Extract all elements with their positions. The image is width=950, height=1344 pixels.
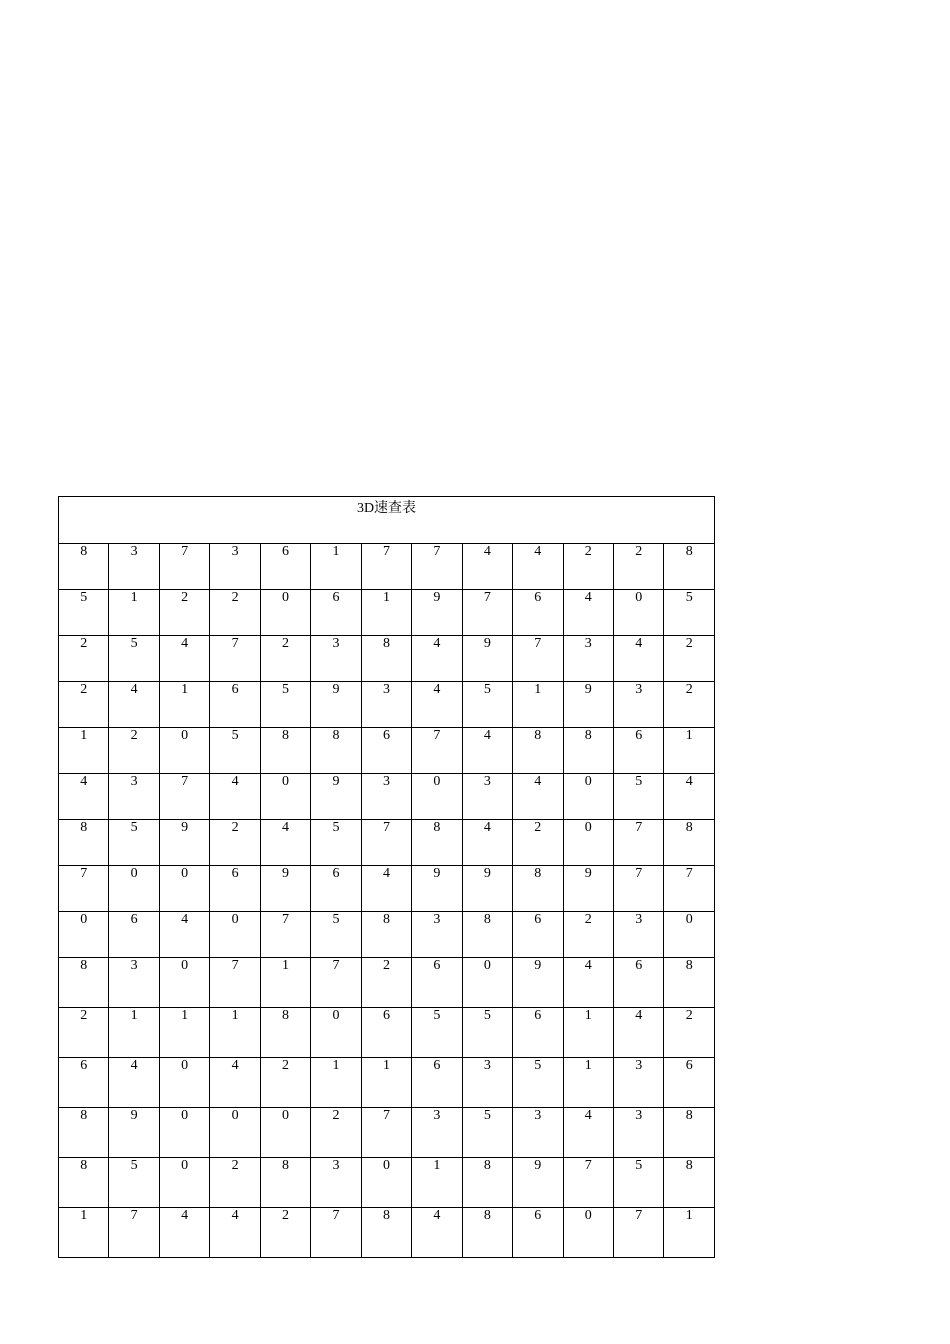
table-cell: 7 (159, 544, 209, 590)
table-cell: 0 (210, 912, 260, 958)
table-cell: 2 (260, 1058, 310, 1108)
table-cell: 8 (462, 1208, 512, 1258)
table-cell: 5 (109, 636, 159, 682)
table-cell: 4 (563, 590, 613, 636)
table-cell: 1 (59, 728, 109, 774)
table-cell: 0 (613, 590, 663, 636)
table-cell: 4 (613, 1008, 663, 1058)
table-cell: 9 (513, 1158, 563, 1208)
table-cell: 2 (664, 636, 715, 682)
table-cell: 1 (311, 544, 361, 590)
table-cell: 0 (361, 1158, 411, 1208)
table-cell: 7 (361, 820, 411, 866)
table-row (59, 590, 715, 636)
table-cell: 4 (109, 682, 159, 728)
table-cell: 1 (361, 1058, 411, 1108)
table-cell: 6 (311, 866, 361, 912)
table-cell: 5 (260, 682, 310, 728)
table-cell: 0 (159, 958, 209, 1008)
table-cell: 2 (311, 1108, 361, 1158)
table-cell: 9 (311, 774, 361, 820)
table-cell: 2 (664, 682, 715, 728)
table-cell: 4 (412, 682, 462, 728)
table-cell: 0 (462, 958, 512, 1008)
table-cell: 9 (311, 682, 361, 728)
table-cell: 3 (513, 1108, 563, 1158)
table-cell: 7 (513, 636, 563, 682)
table-cell: 0 (210, 1108, 260, 1158)
table-cell: 9 (462, 866, 512, 912)
table-cell: 2 (563, 544, 613, 590)
table-cell: 9 (109, 1108, 159, 1158)
table-cell: 9 (260, 866, 310, 912)
table-cell: 5 (462, 1008, 512, 1058)
table-cell: 6 (260, 544, 310, 590)
table-cell: 6 (210, 682, 260, 728)
table-cell: 2 (361, 958, 411, 1008)
table-cell: 7 (613, 820, 663, 866)
table-cell: 1 (563, 1008, 613, 1058)
table-cell: 4 (210, 1058, 260, 1108)
table-cell: 0 (260, 1108, 310, 1158)
table-cell: 6 (361, 1008, 411, 1058)
table-row (59, 820, 715, 866)
table-cell: 3 (109, 958, 159, 1008)
table-cell: 2 (159, 590, 209, 636)
table-body (59, 544, 715, 1258)
table-row (59, 774, 715, 820)
table-row (59, 544, 715, 590)
table-cell: 8 (664, 544, 715, 590)
lookup-table-container (58, 496, 715, 1258)
table-cell: 7 (361, 1108, 411, 1158)
table-cell: 5 (109, 820, 159, 866)
table-cell: 7 (311, 958, 361, 1008)
table-cell: 4 (210, 774, 260, 820)
table-cell: 9 (563, 682, 613, 728)
table-cell: 0 (159, 728, 209, 774)
table-cell: 8 (664, 958, 715, 1008)
table-row (59, 1008, 715, 1058)
table-cell: 6 (412, 1058, 462, 1108)
table-cell: 6 (59, 1058, 109, 1108)
table-cell: 8 (361, 1208, 411, 1258)
table-cell: 0 (260, 590, 310, 636)
table-cell: 8 (412, 820, 462, 866)
table-cell: 1 (159, 1008, 209, 1058)
table-cell: 8 (260, 1008, 310, 1058)
table-cell: 8 (59, 820, 109, 866)
table-cell: 5 (311, 912, 361, 958)
table-cell: 0 (412, 774, 462, 820)
table-row (59, 1058, 715, 1108)
table-cell: 1 (513, 682, 563, 728)
table-cell: 2 (210, 590, 260, 636)
table-cell: 4 (664, 774, 715, 820)
table-cell: 2 (260, 636, 310, 682)
table-cell: 4 (563, 958, 613, 1008)
table-cell: 8 (59, 958, 109, 1008)
table-cell: 6 (613, 728, 663, 774)
table-cell: 7 (210, 958, 260, 1008)
table-cell: 2 (109, 728, 159, 774)
table-cell: 0 (159, 866, 209, 912)
table-cell: 7 (462, 590, 512, 636)
table-cell: 1 (311, 1058, 361, 1108)
table-cell: 8 (260, 728, 310, 774)
table-cell: 6 (513, 590, 563, 636)
table-cell: 2 (59, 1008, 109, 1058)
table-row (59, 1208, 715, 1258)
table-cell: 7 (159, 774, 209, 820)
table-cell: 0 (311, 1008, 361, 1058)
table-cell: 8 (59, 1158, 109, 1208)
table-cell: 5 (109, 1158, 159, 1208)
table-cell: 0 (159, 1058, 209, 1108)
table-cell: 4 (159, 1208, 209, 1258)
table-cell: 3 (210, 544, 260, 590)
table-cell: 6 (664, 1058, 715, 1108)
table-cell: 7 (412, 728, 462, 774)
table-cell: 1 (59, 1208, 109, 1258)
table-cell: 8 (563, 728, 613, 774)
table-cell: 7 (613, 866, 663, 912)
table-cell: 3 (412, 1108, 462, 1158)
table-row (59, 1108, 715, 1158)
table-cell: 7 (563, 1158, 613, 1208)
table-cell: 4 (412, 636, 462, 682)
table-cell: 1 (109, 590, 159, 636)
table-cell: 0 (159, 1158, 209, 1208)
table-cell: 4 (59, 774, 109, 820)
table-cell: 7 (412, 544, 462, 590)
table-row (59, 912, 715, 958)
table-cell: 9 (412, 866, 462, 912)
table-cell: 3 (311, 1158, 361, 1208)
table-row (59, 866, 715, 912)
table-cell: 7 (664, 866, 715, 912)
table-cell: 4 (613, 636, 663, 682)
table-cell: 1 (361, 590, 411, 636)
table-cell: 6 (513, 1208, 563, 1258)
table-cell: 6 (210, 866, 260, 912)
table-cell: 7 (210, 636, 260, 682)
table-cell: 4 (109, 1058, 159, 1108)
table-cell: 4 (210, 1208, 260, 1258)
table-row (59, 728, 715, 774)
table-cell: 8 (260, 1158, 310, 1208)
table-cell: 3 (361, 774, 411, 820)
table-row (59, 682, 715, 728)
table-cell: 8 (462, 1158, 512, 1208)
table-cell: 3 (613, 1108, 663, 1158)
table-cell: 5 (59, 590, 109, 636)
table-cell: 0 (664, 912, 715, 958)
table-cell: 2 (513, 820, 563, 866)
table-cell: 4 (462, 820, 512, 866)
table-cell: 4 (513, 544, 563, 590)
table-cell: 0 (59, 912, 109, 958)
table-cell: 6 (513, 1008, 563, 1058)
table-cell: 2 (59, 682, 109, 728)
table-cell: 7 (260, 912, 310, 958)
table-cell: 3 (462, 1058, 512, 1108)
table-cell: 4 (412, 1208, 462, 1258)
table-cell: 2 (260, 1208, 310, 1258)
table-cell: 3 (311, 636, 361, 682)
table-cell: 1 (109, 1008, 159, 1058)
table-cell: 0 (563, 820, 613, 866)
table-cell: 6 (412, 958, 462, 1008)
table-cell: 2 (613, 544, 663, 590)
table-cell: 9 (462, 636, 512, 682)
table-cell: 4 (361, 866, 411, 912)
table-cell: 2 (210, 1158, 260, 1208)
table-cell: 4 (462, 544, 512, 590)
table-cell: 4 (563, 1108, 613, 1158)
table-cell: 5 (412, 1008, 462, 1058)
table-cell: 0 (563, 1208, 613, 1258)
table-cell: 5 (664, 590, 715, 636)
lookup-table (58, 496, 715, 1258)
table-cell: 1 (412, 1158, 462, 1208)
table-cell: 8 (513, 866, 563, 912)
table-cell: 3 (613, 912, 663, 958)
table-cell: 0 (563, 774, 613, 820)
table-cell: 5 (462, 1108, 512, 1158)
table-cell: 8 (664, 820, 715, 866)
table-cell: 8 (59, 1108, 109, 1158)
table-cell: 7 (109, 1208, 159, 1258)
table-cell: 1 (260, 958, 310, 1008)
table-cell: 8 (462, 912, 512, 958)
table-cell: 5 (613, 774, 663, 820)
table-cell: 6 (109, 912, 159, 958)
table-cell: 7 (613, 1208, 663, 1258)
table-cell: 3 (361, 682, 411, 728)
table-cell: 8 (513, 728, 563, 774)
table-title: 3D速查表 (59, 497, 715, 544)
table-row (59, 1158, 715, 1208)
table-cell: 0 (109, 866, 159, 912)
table-cell: 3 (613, 682, 663, 728)
table-cell: 4 (513, 774, 563, 820)
table-cell: 4 (159, 636, 209, 682)
table-cell: 3 (109, 774, 159, 820)
table-cell: 5 (311, 820, 361, 866)
table-cell: 9 (159, 820, 209, 866)
table-cell: 3 (563, 636, 613, 682)
table-cell: 1 (210, 1008, 260, 1058)
table-cell: 1 (563, 1058, 613, 1108)
table-cell: 1 (664, 1208, 715, 1258)
table-cell: 5 (613, 1158, 663, 1208)
table-cell: 8 (59, 544, 109, 590)
table-cell: 3 (613, 1058, 663, 1108)
table-cell: 3 (109, 544, 159, 590)
table-cell: 6 (311, 590, 361, 636)
table-cell: 4 (260, 820, 310, 866)
table-cell: 8 (664, 1158, 715, 1208)
table-cell: 8 (311, 728, 361, 774)
table-cell: 2 (210, 820, 260, 866)
table-cell: 1 (159, 682, 209, 728)
table-cell: 4 (462, 728, 512, 774)
table-row (59, 958, 715, 1008)
table-cell: 3 (412, 912, 462, 958)
table-cell: 5 (210, 728, 260, 774)
table-cell: 8 (361, 912, 411, 958)
table-cell: 9 (513, 958, 563, 1008)
table-cell: 6 (361, 728, 411, 774)
table-cell: 5 (513, 1058, 563, 1108)
table-cell: 2 (563, 912, 613, 958)
table-cell: 2 (664, 1008, 715, 1058)
table-cell: 4 (159, 912, 209, 958)
table-cell: 5 (462, 682, 512, 728)
table-row (59, 636, 715, 682)
table-cell: 0 (159, 1108, 209, 1158)
table-cell: 6 (513, 912, 563, 958)
table-cell: 2 (59, 636, 109, 682)
table-cell: 7 (311, 1208, 361, 1258)
table-cell: 1 (664, 728, 715, 774)
table-cell: 9 (412, 590, 462, 636)
table-cell: 6 (613, 958, 663, 1008)
table-cell: 0 (260, 774, 310, 820)
table-cell: 9 (563, 866, 613, 912)
table-cell: 8 (664, 1108, 715, 1158)
table-cell: 7 (361, 544, 411, 590)
table-cell: 3 (462, 774, 512, 820)
table-cell: 8 (361, 636, 411, 682)
table-cell: 7 (59, 866, 109, 912)
